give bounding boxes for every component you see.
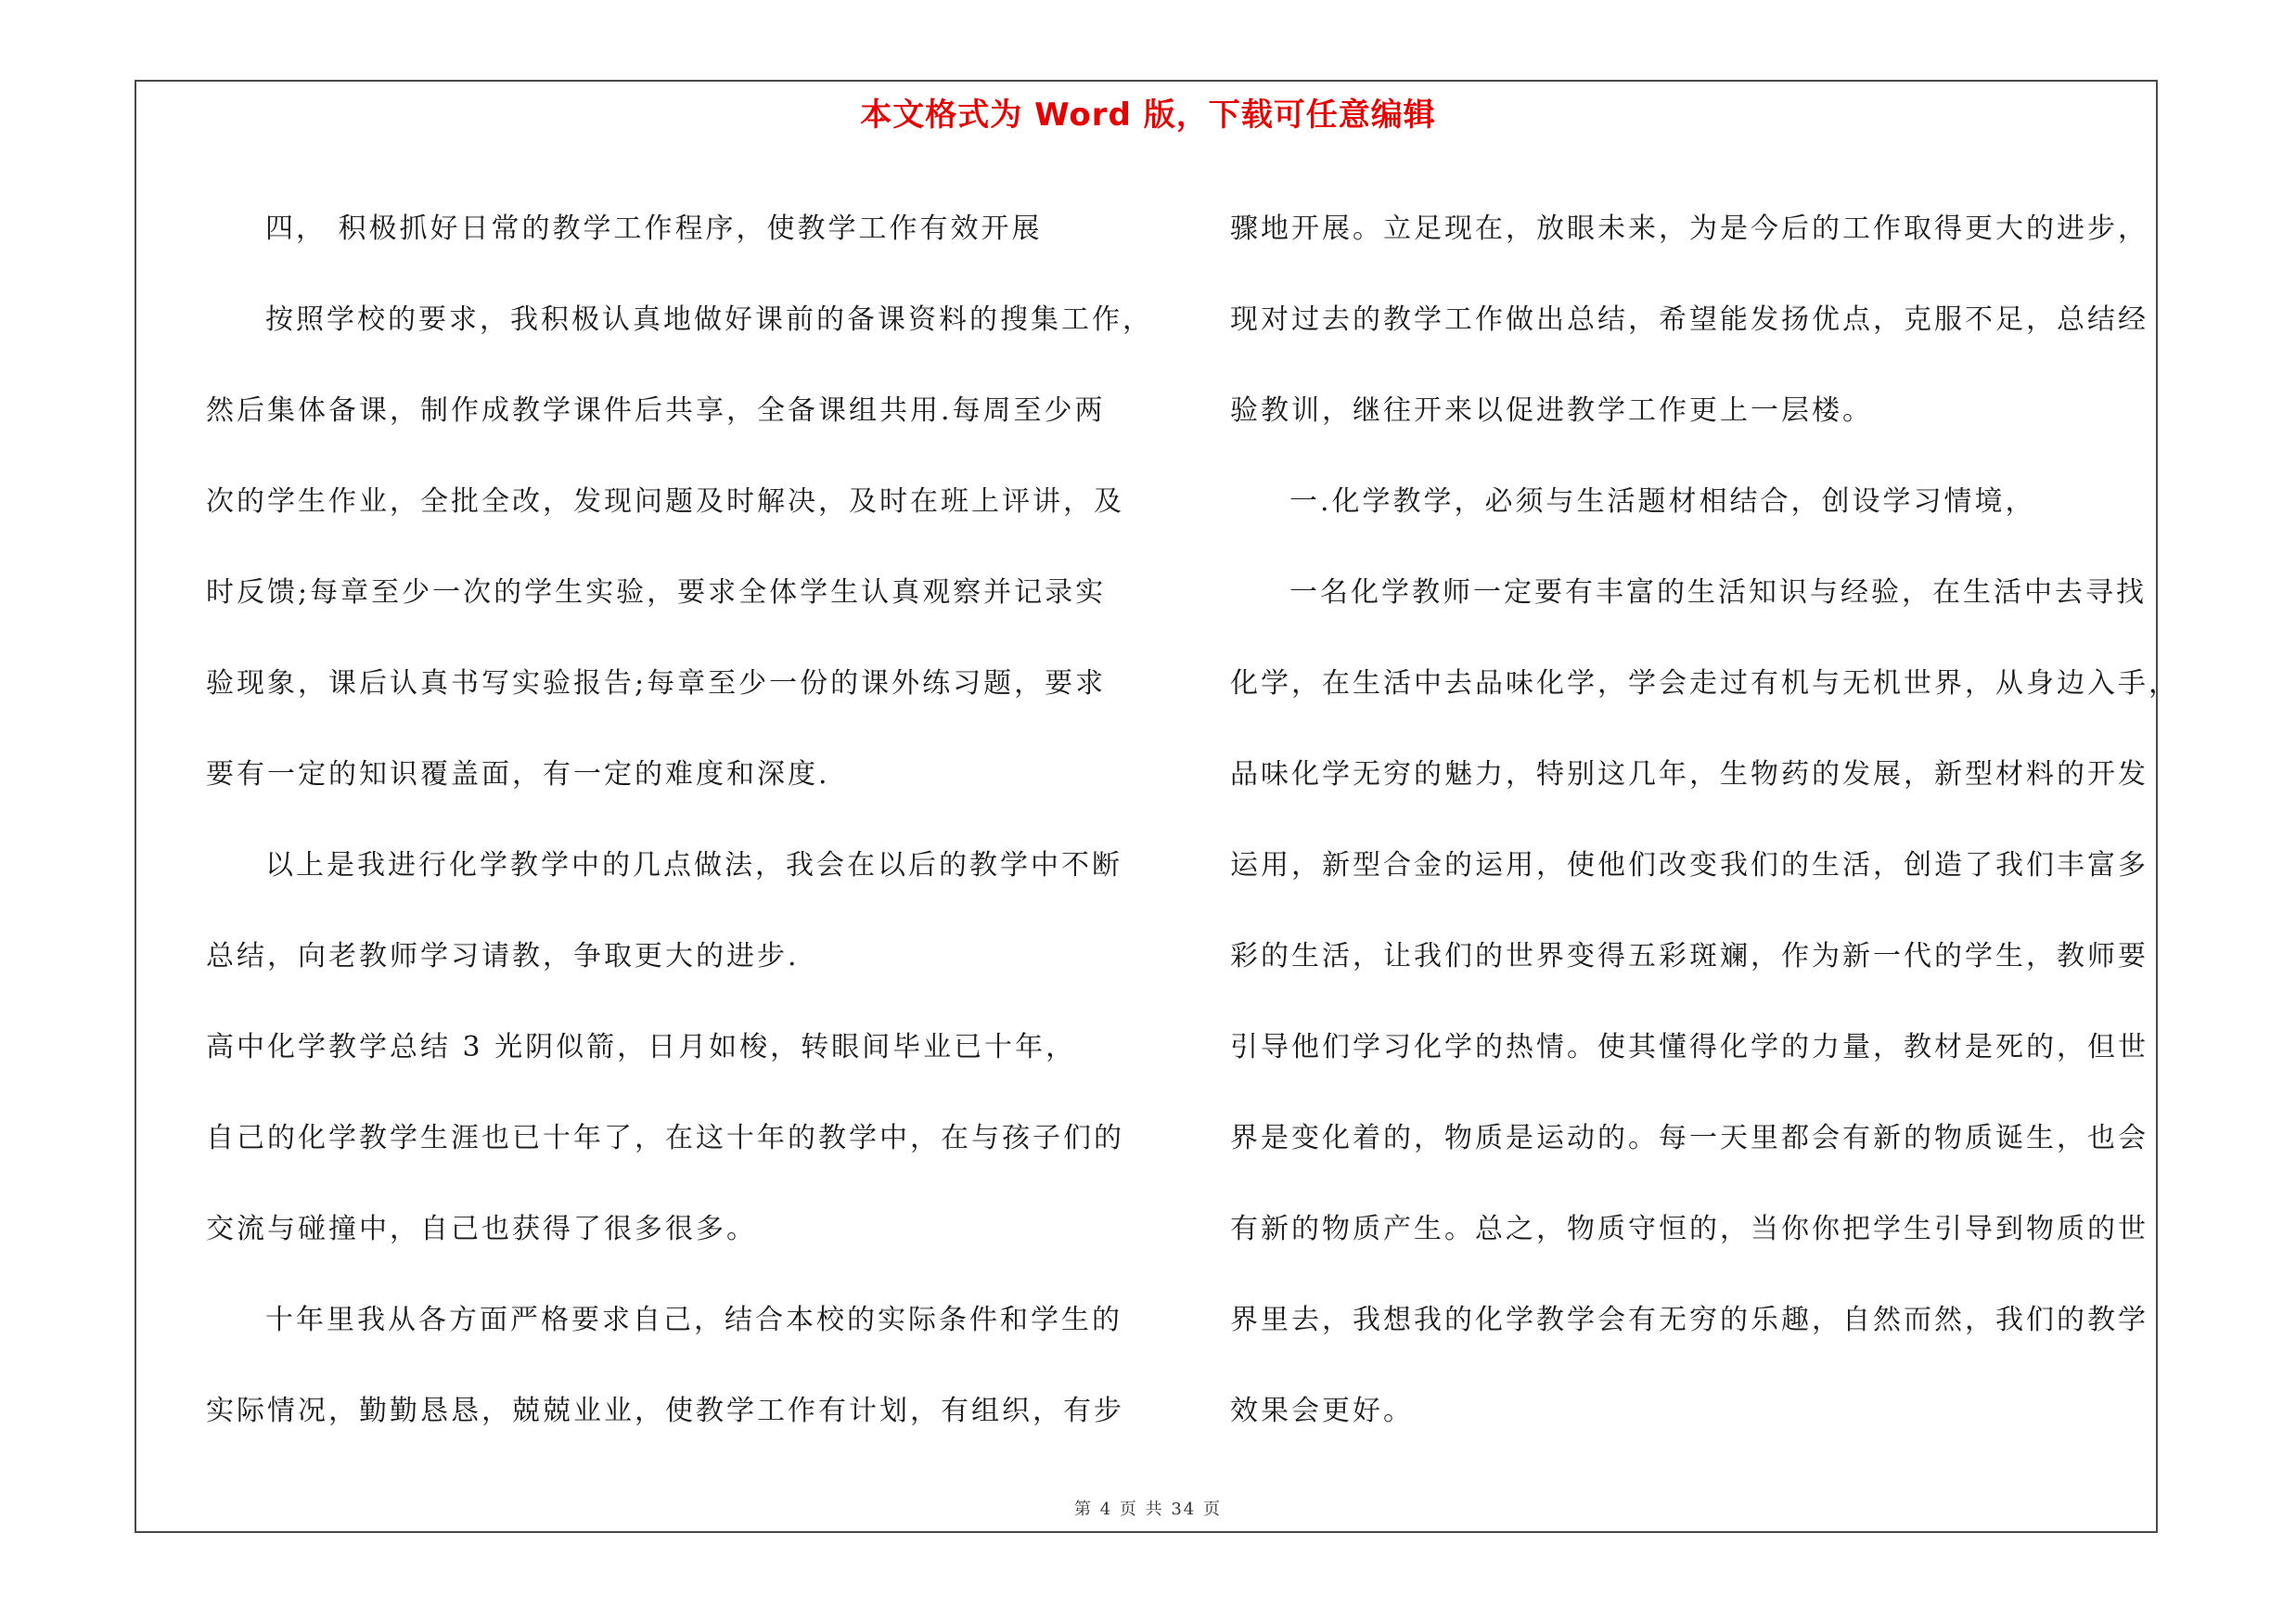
paragraph-line: 化学，在生活中去品味化学，学会走过有机与无机世界，从身边入手， bbox=[1230, 667, 2179, 700]
paragraph-line: 品味化学无穷的魅力，特别这几年，生物药的发展，新型材料的开发 bbox=[1230, 758, 2148, 791]
paragraph-line: 总结，向老教师学习请教，争取更大的进步. bbox=[206, 940, 800, 973]
paragraph-line: 验现象，课后认真书写实验报告;每章至少一份的课外练习题，要求 bbox=[206, 667, 1107, 700]
paragraph-line: 彩的生活，让我们的世界变得五彩斑斓，作为新一代的学生，教师要 bbox=[1230, 940, 2148, 973]
paragraph-line: 效果会更好。 bbox=[1230, 1395, 1414, 1427]
paragraph-line: 以上是我进行化学教学中的几点做法，我会在以后的教学中不断 bbox=[265, 849, 1122, 882]
section-heading-line: 高中化学教学总结 3 光阴似箭，日月如梭，转眼间毕业已十年， bbox=[206, 1031, 1077, 1063]
paragraph-line: 实际情况，勤勤恳恳，兢兢业业，使教学工作有计划，有组织，有步 bbox=[206, 1395, 1124, 1427]
left-column bbox=[206, 184, 1161, 1457]
paragraph-line: 引导他们学习化学的热情。使其懂得化学的力量，教材是死的，但世 bbox=[1230, 1031, 2148, 1063]
paragraph-line: 一名化学教师一定要有丰富的生活知识与经验，在生活中去寻找 bbox=[1289, 576, 2147, 609]
paragraph-line: 自己的化学教学生涯也已十年了，在这十年的教学中，在与孩子们的 bbox=[206, 1122, 1124, 1154]
paragraph-line: 运用，新型合金的运用，使他们改变我们的生活，创造了我们丰富多 bbox=[1230, 849, 2148, 882]
paragraph-line: 按照学校的要求，我积极认真地做好课前的备课资料的搜集工作， bbox=[265, 303, 1153, 336]
paragraph-line: 验教训，继往开来以促进教学工作更上一层楼。 bbox=[1230, 394, 1873, 427]
paragraph-line: 十年里我从各方面严格要求自己，结合本校的实际条件和学生的 bbox=[265, 1304, 1122, 1336]
header-banner: 本文格式为 Word 版，下载可任意编辑 bbox=[860, 97, 1436, 134]
page-number-footer: 第 4 页 共 34 页 bbox=[1074, 1500, 1222, 1519]
paragraph-line: 要有一定的知识覆盖面，有一定的难度和深度. bbox=[206, 758, 830, 791]
subheading-line: 一.化学教学，必须与生活题材相结合，创设学习情境， bbox=[1289, 485, 2036, 518]
paragraph-line: 然后集体备课，制作成教学课件后共享，全备课组共用.每周至少两 bbox=[206, 394, 1106, 427]
paragraph-line: 界是变化着的，物质是运动的。每一天里都会有新的物质诞生，也会 bbox=[1230, 1122, 2148, 1154]
paragraph-line: 界里去，我想我的化学教学会有无穷的乐趣，自然而然，我们的教学 bbox=[1230, 1304, 2148, 1336]
paragraph-line: 次的学生作业，全批全改，发现问题及时解决，及时在班上评讲，及 bbox=[206, 485, 1124, 518]
paragraph-line: 时反馈;每章至少一次的学生实验，要求全体学生认真观察并记录实 bbox=[206, 576, 1107, 609]
paragraph-line: 骤地开展。立足现在，放眼未来，为是今后的工作取得更大的进步， bbox=[1230, 213, 2148, 245]
paragraph-line: 现对过去的教学工作做出总结，希望能发扬优点，克服不足，总结经 bbox=[1230, 303, 2148, 336]
paragraph-line: 四， 积极抓好日常的教学工作程序，使教学工作有效开展 bbox=[265, 213, 1043, 245]
paragraph-line: 有新的物质产生。总之，物质守恒的，当你你把学生引导到物质的世 bbox=[1230, 1213, 2148, 1245]
paragraph-line: 交流与碰撞中，自己也获得了很多很多。 bbox=[206, 1213, 757, 1245]
right-column bbox=[1230, 184, 2179, 1457]
